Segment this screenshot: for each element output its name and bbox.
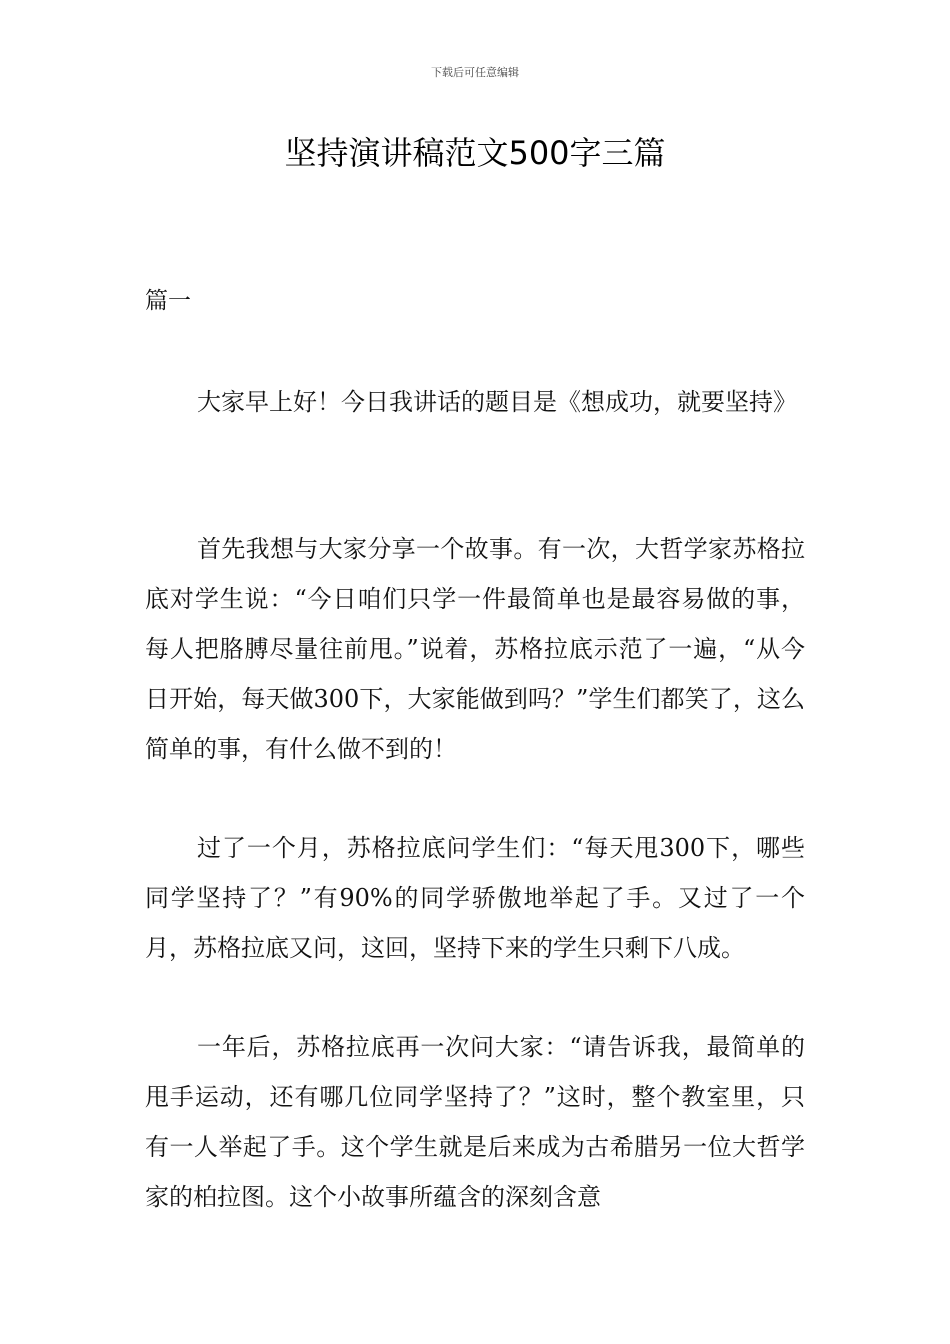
- paragraph-1: 大家早上好！今日我讲话的题目是《想成功，就要坚持》: [197, 388, 797, 416]
- section-label: 篇一: [145, 288, 191, 314]
- paragraph-2: 首先我想与大家分享一个故事。有一次，大哲学家苏格拉底对学生说：“今日咱们只学一件最简单也是最容易做的事，每人把胳膊尽量往前甩。”说着，苏格拉底示范了一遍，“从今日开始，每天做300下，大家能做到吗？”学生们都笑了，这么简单的事，有什么做不到的！: [145, 535, 805, 763]
- page-title: 坚持演讲稿范文500字三篇: [284, 134, 666, 172]
- paragraph-3: 过了一个月，苏格拉底问学生们：“每天甩300下，哪些同学坚持了？”有90%的同学骄傲地举起了手。又过了一个月，苏格拉底又问，这回，坚持下来的学生只剩下八成。: [145, 834, 805, 962]
- header-note: 下载后可任意编辑: [431, 66, 519, 79]
- paragraph-4: 一年后，苏格拉底再一次问大家：“请告诉我，最简单的甩手运动，还有哪几位同学坚持了？”这时，整个教室里，只有一人举起了手。这个学生就是后来成为古希腊另一位大哲学家的柏拉图。这个小故事所蕴含的深刻含意: [145, 1033, 805, 1211]
